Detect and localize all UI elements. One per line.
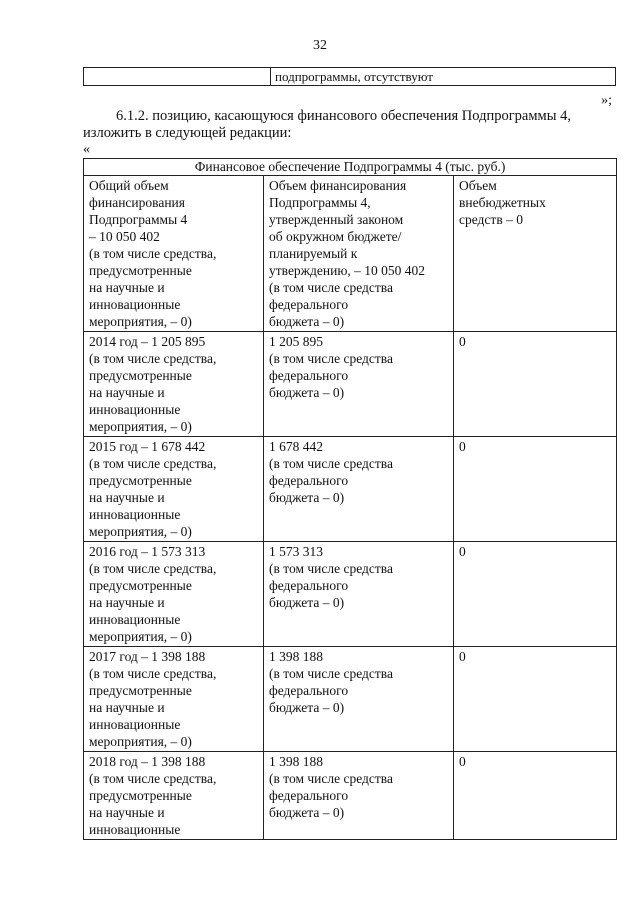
cell-line: федерального xyxy=(269,297,349,312)
financing-table xyxy=(83,158,617,840)
cell-line: инновационные xyxy=(89,717,181,732)
cell-line: мероприятия, – 0) xyxy=(89,419,192,434)
cell-line: предусмотренные xyxy=(89,368,192,383)
cell-line: на научные и xyxy=(89,805,165,820)
cell-line: (в том числе средства xyxy=(269,351,393,366)
cell-line: 2017 год – 1 398 188 xyxy=(89,649,206,664)
cell-line: 1 398 188 xyxy=(269,649,323,664)
cell-line: (в том числе средства, xyxy=(89,351,217,366)
page-number: 32 xyxy=(313,38,327,53)
header-extrabudget-cell xyxy=(454,176,617,332)
cell-line: об окружном бюджете/ xyxy=(269,229,402,244)
cell-line: 0 xyxy=(459,754,466,769)
cell-line: мероприятия, – 0) xyxy=(89,314,192,329)
previous-table-empty-cell xyxy=(84,68,271,86)
year-total-cell xyxy=(84,752,264,840)
cell-line: Подпрограммы 4, xyxy=(269,195,371,210)
cell-line: федерального xyxy=(269,368,349,383)
cell-line: планируемый к xyxy=(269,246,358,261)
cell-line: на научные и xyxy=(89,595,165,610)
cell-line: инновационные xyxy=(89,822,181,837)
cell-line: Общий объем xyxy=(89,178,169,193)
cell-line: (в том числе средства xyxy=(269,666,393,681)
table-row xyxy=(84,68,616,86)
cell-line: на научные и xyxy=(89,385,165,400)
table-caption-row xyxy=(84,159,617,176)
previous-table-cell: подпрограммы, отсутствуют xyxy=(271,68,616,86)
extrabudget-cell xyxy=(454,647,617,752)
year-total-cell xyxy=(84,647,264,752)
cell-line: (в том числе средства xyxy=(269,280,393,295)
header-budget-cell xyxy=(264,176,454,332)
cell-line: бюджета – 0) xyxy=(269,314,345,329)
cell-line: 2015 год – 1 678 442 xyxy=(89,439,206,454)
table-row xyxy=(84,752,617,840)
previous-table-tail xyxy=(83,67,616,86)
cell-line: (в том числе средства, xyxy=(89,771,217,786)
cell-line: внебюджетных xyxy=(459,195,546,210)
cell-line: утверждению, – 10 050 402 xyxy=(269,263,426,278)
table-caption: Финансовое обеспечение Подпрограммы 4 (тыс. руб.) xyxy=(84,159,617,176)
cell-line: предусмотренные xyxy=(89,263,192,278)
table-row xyxy=(84,332,617,437)
cell-line: (в том числе средства xyxy=(269,456,393,471)
cell-line: федерального xyxy=(269,578,349,593)
cell-line: (в том числе средства, xyxy=(89,246,217,261)
cell-line: инновационные xyxy=(89,297,181,312)
cell-line: 2014 год – 1 205 895 xyxy=(89,334,206,349)
cell-line: предусмотренные xyxy=(89,788,192,803)
closing-quote: »; xyxy=(601,93,612,108)
cell-line: бюджета – 0) xyxy=(269,490,345,505)
cell-line: (в том числе средства xyxy=(269,561,393,576)
extrabudget-cell xyxy=(454,542,617,647)
amendment-paragraph xyxy=(83,108,616,142)
cell-line: средств – 0 xyxy=(459,212,523,227)
cell-line: инновационные xyxy=(89,507,181,522)
table-row xyxy=(84,542,617,647)
cell-line: бюджета – 0) xyxy=(269,595,345,610)
cell-line: Объем xyxy=(459,178,497,193)
table-row xyxy=(84,437,617,542)
year-total-cell xyxy=(84,332,264,437)
cell-line: мероприятия, – 0) xyxy=(89,629,192,644)
cell-line: – 10 050 402 xyxy=(89,229,160,244)
paragraph-line: изложить в следующей редакции: xyxy=(83,125,292,141)
cell-line: финансирования xyxy=(89,195,185,210)
budget-cell xyxy=(264,437,454,542)
cell-line: 2018 год – 1 398 188 xyxy=(89,754,206,769)
cell-line: (в том числе средства, xyxy=(89,456,217,471)
cell-line: 1 573 313 xyxy=(269,544,323,559)
budget-cell xyxy=(264,752,454,840)
opening-quote: « xyxy=(83,142,90,157)
cell-line: Объем финансирования xyxy=(269,178,407,193)
cell-line: (в том числе средства xyxy=(269,771,393,786)
cell-line: федерального xyxy=(269,683,349,698)
cell-line: предусмотренные xyxy=(89,473,192,488)
cell-line: 0 xyxy=(459,334,466,349)
cell-line: 1 678 442 xyxy=(269,439,323,454)
cell-line: федерального xyxy=(269,473,349,488)
cell-line: на научные и xyxy=(89,490,165,505)
header-total-cell xyxy=(84,176,264,332)
cell-line: предусмотренные xyxy=(89,578,192,593)
cell-line: 0 xyxy=(459,544,466,559)
cell-line: предусмотренные xyxy=(89,683,192,698)
cell-line: инновационные xyxy=(89,402,181,417)
cell-line: 1 205 895 xyxy=(269,334,323,349)
cell-line: 0 xyxy=(459,439,466,454)
table-row xyxy=(84,647,617,752)
cell-line: федерального xyxy=(269,788,349,803)
cell-line: бюджета – 0) xyxy=(269,805,345,820)
cell-line: 2016 год – 1 573 313 xyxy=(89,544,206,559)
cell-line: 1 398 188 xyxy=(269,754,323,769)
cell-line: бюджета – 0) xyxy=(269,385,345,400)
budget-cell xyxy=(264,647,454,752)
cell-line: на научные и xyxy=(89,700,165,715)
paragraph-line: 6.1.2. позицию, касающуюся финансового обеспечения Подпрограммы 4, xyxy=(116,108,571,124)
cell-line: на научные и xyxy=(89,280,165,295)
cell-line: 0 xyxy=(459,649,466,664)
cell-line: (в том числе средства, xyxy=(89,561,217,576)
extrabudget-cell xyxy=(454,437,617,542)
extrabudget-cell xyxy=(454,752,617,840)
budget-cell xyxy=(264,542,454,647)
cell-line: Подпрограммы 4 xyxy=(89,212,188,227)
cell-line: инновационные xyxy=(89,612,181,627)
cell-line: мероприятия, – 0) xyxy=(89,734,192,749)
cell-line: мероприятия, – 0) xyxy=(89,524,192,539)
extrabudget-cell xyxy=(454,332,617,437)
year-total-cell xyxy=(84,437,264,542)
year-total-cell xyxy=(84,542,264,647)
cell-line: бюджета – 0) xyxy=(269,700,345,715)
budget-cell xyxy=(264,332,454,437)
cell-line: утвержденный законом xyxy=(269,212,404,227)
cell-line: (в том числе средства, xyxy=(89,666,217,681)
table-header-row xyxy=(84,176,617,332)
